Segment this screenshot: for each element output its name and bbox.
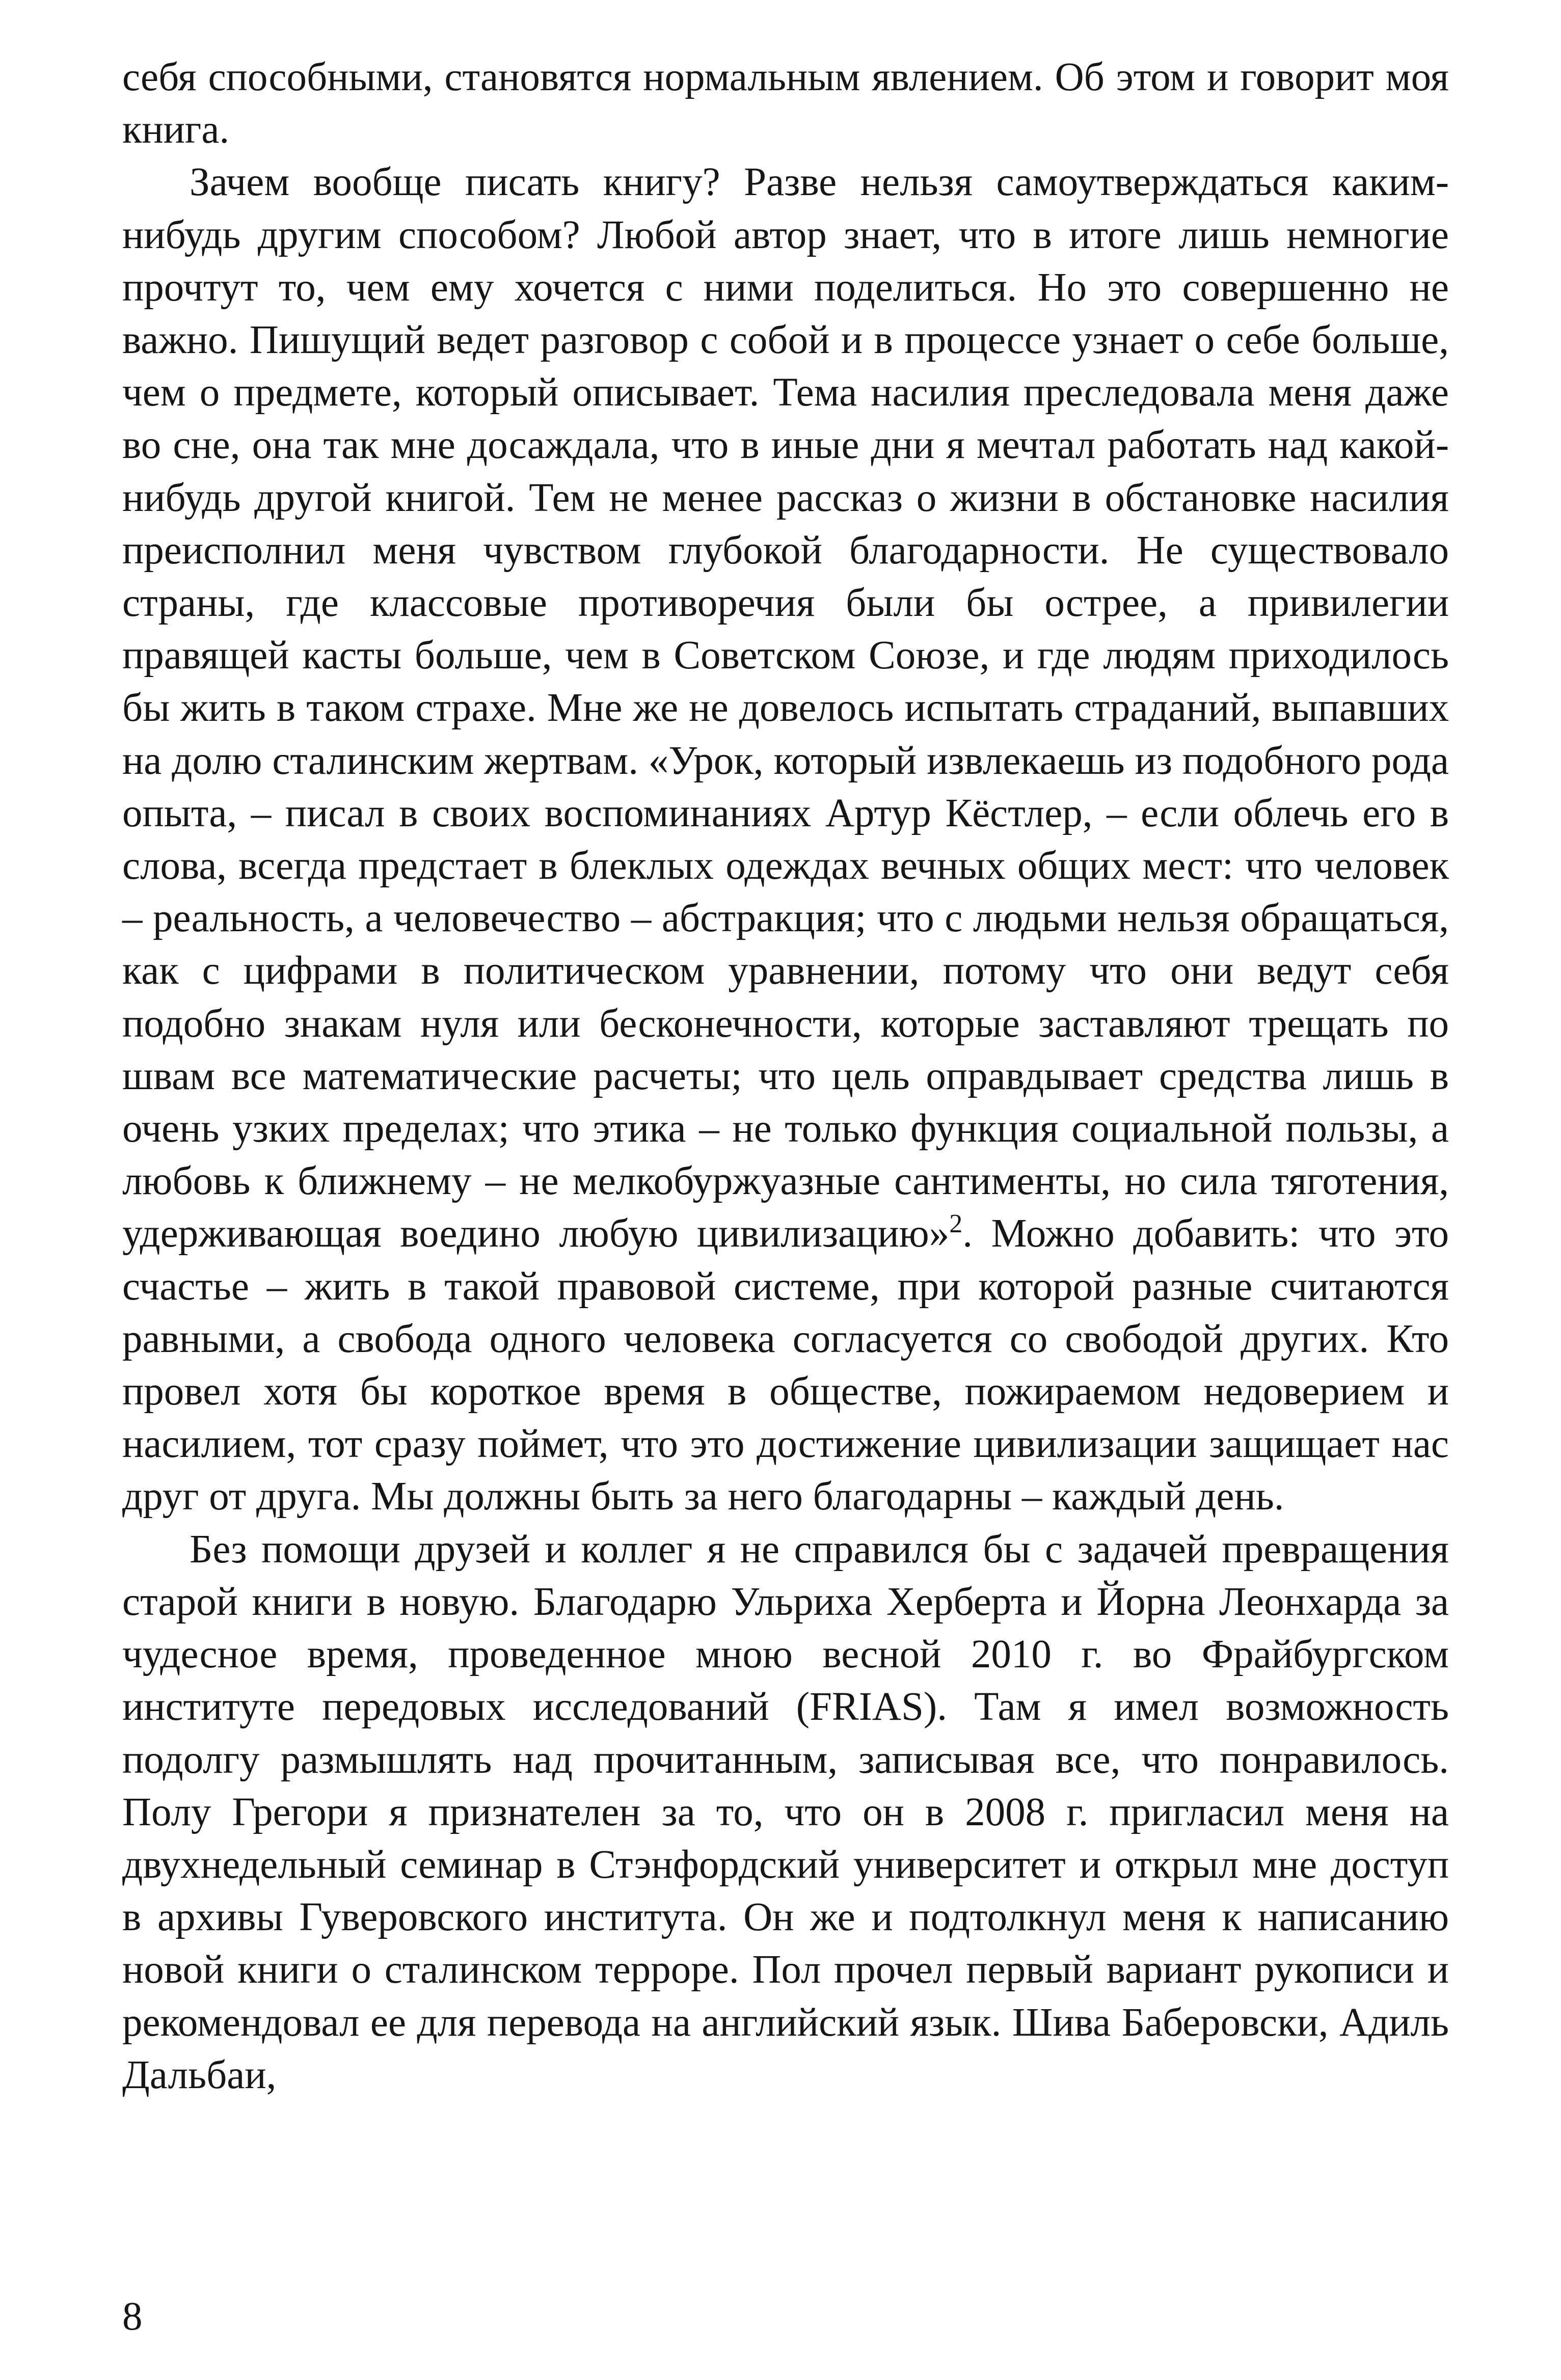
paragraph-acknowledgements: Без помощи друзей и коллег я не справился бы с задачей превращения старой книги в новую. Благодарю Ульриха Херберта и Йорна Леонхарда за чудесное время, проведенное мною весной 2010 г. во Фрайбургском институте передовых исследований (FRIAS). Там я имел возможность подолгу размышлять над прочитанным, записывая все, что понравилось. Полу Грегори я признателен за то, что он в 2008 г. пригласил меня на двухнедельный семинар в Стэнфордский университет и открыл мне доступ в архивы Гуверовского института. Он же и подтолкнул меня к написанию новой книги о сталинском терроре. Пол прочел первый вариант рукописи и рекомендовал ее для перевода на английский язык. Шива Баберовски, Адиль Дальбаи,	[122, 1527, 1449, 2097]
paragraph-why-write-book	[122, 156, 1449, 1523]
paragraph-text: Зачем вообще писать книгу? Разве нельзя самоутверждаться каким-нибудь другим способом? Любой автор знает, что в итоге лишь немногие прочтут то, чем ему хочется с ними поделиться. Но это совершенно не важно. Пишущий ведет разговор с собой и в процессе узнает о себе больше, чем о предмете, который описывает. Тема насилия преследовала меня даже во сне, она так мне досаждала, что в иные дни я мечтал работать над какой-нибудь другой книгой. Тем не менее рассказ о жизни в обстановке насилия преисполнил меня чувством глубокой благодарности. Не существовало страны, где классовые противоречия были бы острее, а привилегии правящей касты больше, чем в Советском Союзе, и где людям приходилось бы жить в таком страхе. Мне же не довелось испытать страданий, выпавших на долю сталинским жертвам. «Урок, который извлекаешь из подобного рода опыта, – писал в своих воспоминаниях Артур Кёстлер, – если облечь его в слова, всегда предстает в блеклых одеждах вечных общих мест: что человек – реальность, а человечество – абстракция; что с людьми нельзя обращаться, как с цифрами в политическом уравнении, потому что они ведут себя подобно знакам нуля или бесконечности, которые заставляют трещать по швам все математические расчеты; что цель оправдывает средства лишь в очень узких пределах; что этика – не только функция социальной пользы, а любовь к ближнему – не мелкобуржуазные сантименты, но сила тяготения, удерживающая воедино любую цивилизацию»	[122, 160, 1449, 1256]
paragraph-continuation: себя способными, становятся нормальным явлением. Об этом и говорит моя книга.	[122, 55, 1449, 152]
page-number: 8	[122, 2294, 143, 2339]
body-text	[122, 51, 1449, 2101]
footnote-marker: 2	[949, 1209, 963, 1239]
paragraph-text-continued: . Можно добавить: что это счастье – жить в такой правовой системе, при которой разные считаются равными, а свобода одного человека согласуется со свободой других. Кто провел хотя бы короткое время в обществе, пожираемом недоверием и насилием, тот сразу поймет, что это достижение цивилизации защищает нас друг от друга. Мы должны быть за него благодарны – каждый день.	[122, 1211, 1449, 1519]
